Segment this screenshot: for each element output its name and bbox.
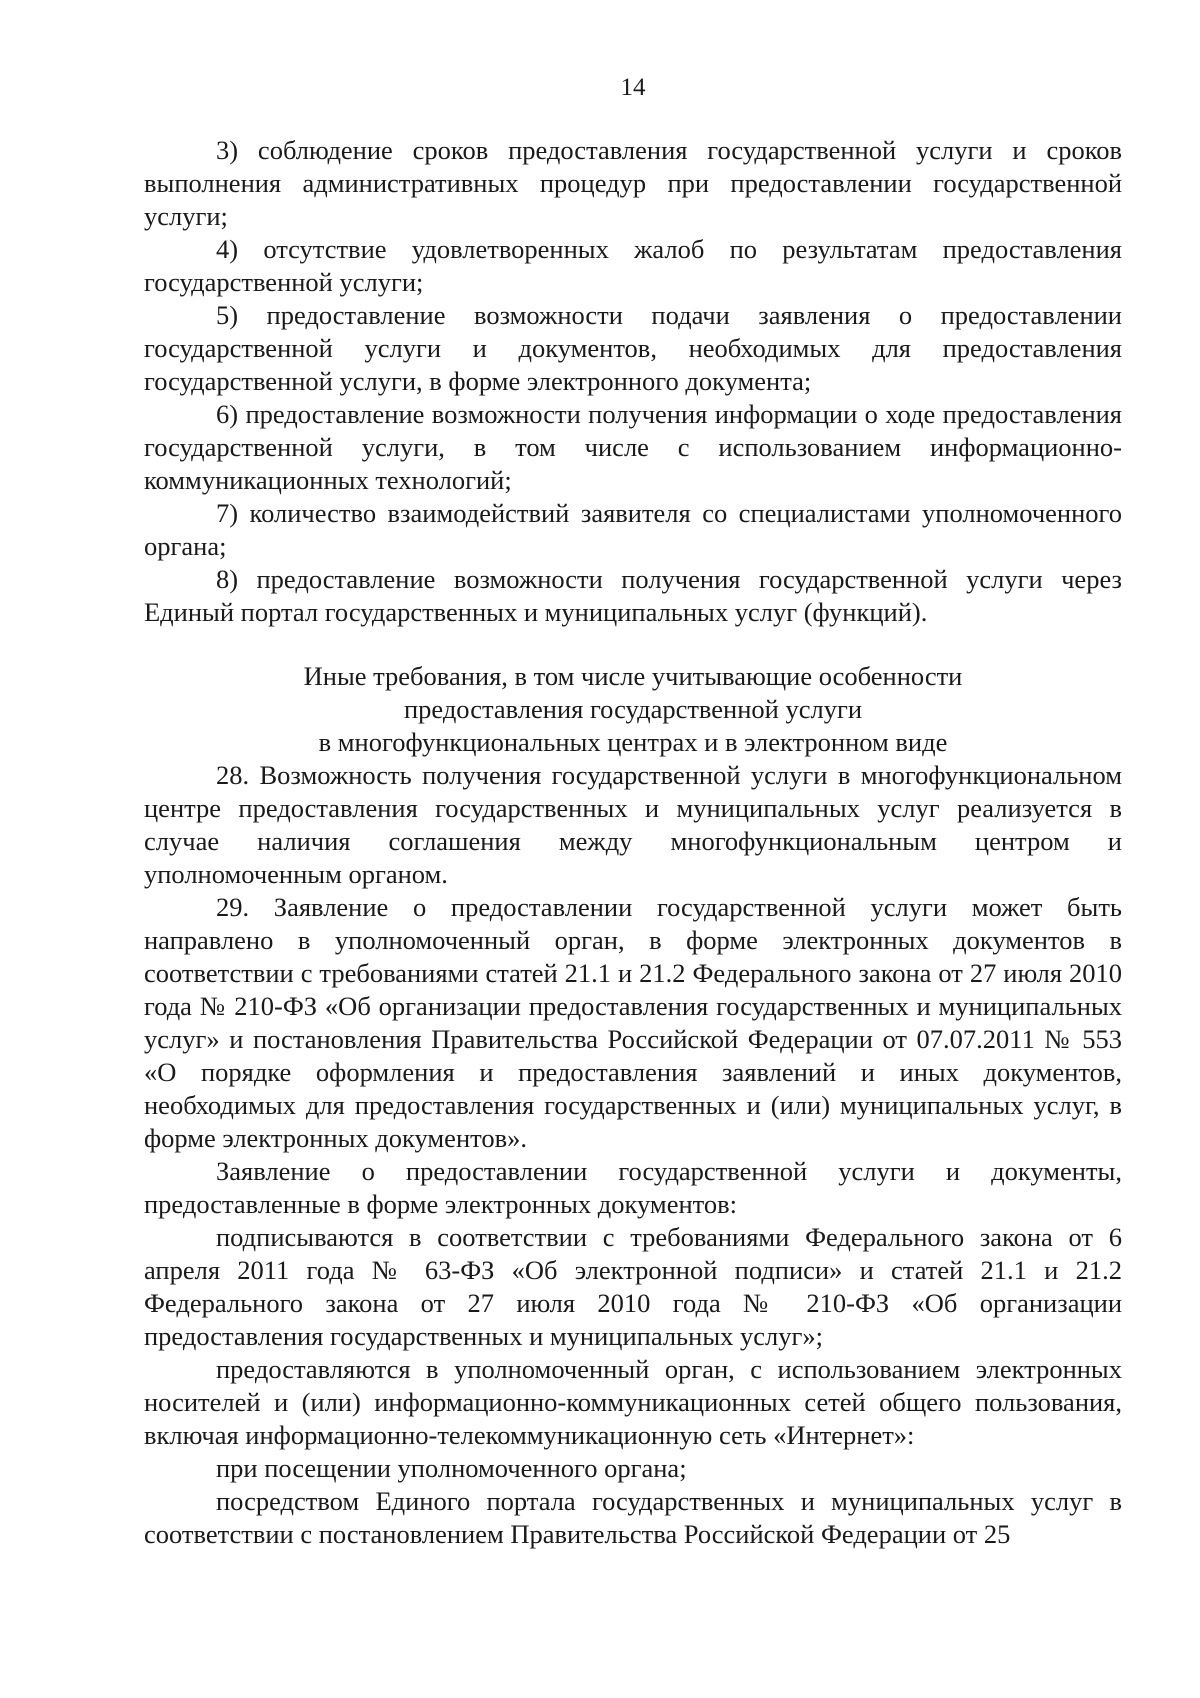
- paragraph-item-6: 6) предоставление возможности получения информации о ходе предоставления государственной услуги, в том числе с использованием информационно-коммуникационных технологий;: [144, 399, 1122, 495]
- paragraph-item-3: 3) соблюдение сроков предоставления государственной услуги и сроков выполнения административных процедур при предоставлении государственной услуги;: [144, 135, 1122, 231]
- paragraph-visit: при посещении уполномоченного органа;: [216, 1453, 687, 1483]
- paragraph-item-5: 5) предоставление возможности подачи заявления о предоставлении государственной услуги и документов, необходимых для предоставления государственной услуги, в форме электронного документа;: [144, 300, 1122, 396]
- page-number: 14: [620, 74, 646, 101]
- section-heading-line: в многофункциональных центрах и в электронном виде: [318, 727, 948, 757]
- section-heading: [144, 660, 1122, 759]
- paragraph-portal: посредством Единого портала государственных и муниципальных услуг в соответствии с постановлением Правительства Российской Федерации от 25: [144, 1486, 1122, 1549]
- section-heading-line: предоставления государственной услуги: [403, 694, 863, 724]
- paragraph-submitted: предоставляются в уполномоченный орган, с использованием электронных носителей и (или) информационно-коммуникационных сетей общего пользования, включая информационно-телекоммуникационную сеть «Интернет»:: [144, 1354, 1122, 1450]
- section-heading-line: Иные требования, в том числе учитывающие особенности: [303, 661, 963, 691]
- paragraph-signed: подписываются в соответствии с требованиями Федерального закона от 6 апреля 2011 года № 63-ФЗ «Об электронной подписи» и статей 21.1 и 21.2 Федерального закона от 27 июля 2010 года № 210-ФЗ «Об организации предоставления государственных и муниципальных услуг»;: [144, 1222, 1122, 1351]
- paragraph-item-7: 7) количество взаимодействий заявителя со специалистами уполномоченного органа;: [144, 498, 1122, 561]
- paragraph-application-documents: Заявление о предоставлении государственной услуги и документы, предоставленные в форме электронных документов:: [144, 1156, 1122, 1219]
- paragraph-item-4: 4) отсутствие удовлетворенных жалоб по результатам предоставления государственной услуги;: [144, 234, 1122, 297]
- paragraph-clause-29: 29. Заявление о предоставлении государственной услуги может быть направлено в уполномоченный орган, в форме электронных документов в соответствии с требованиями статей 21.1 и 21.2 Федерального закона от 27 июля 2010 года № 210-ФЗ «Об организации предоставления государственных и муниципальных услуг» и постановления Правительства Российской Федерации от 07.07.2011 № 553 «О порядке оформления и предоставления заявлений и иных документов, необходимых для предоставления государственных и (или) муниципальных услуг, в форме электронных документов».: [144, 892, 1122, 1153]
- document-page: [144, 72, 1122, 1551]
- paragraph-item-8: 8) предоставление возможности получения государственной услуги через Единый портал государственных и муниципальных услуг (функций).: [144, 564, 1122, 627]
- paragraph-clause-28: 28. Возможность получения государственной услуги в многофункциональном центре предоставления государственных и муниципальных услуг реализуется в случае наличия соглашения между многофункциональным центром и уполномоченным органом.: [144, 760, 1122, 889]
